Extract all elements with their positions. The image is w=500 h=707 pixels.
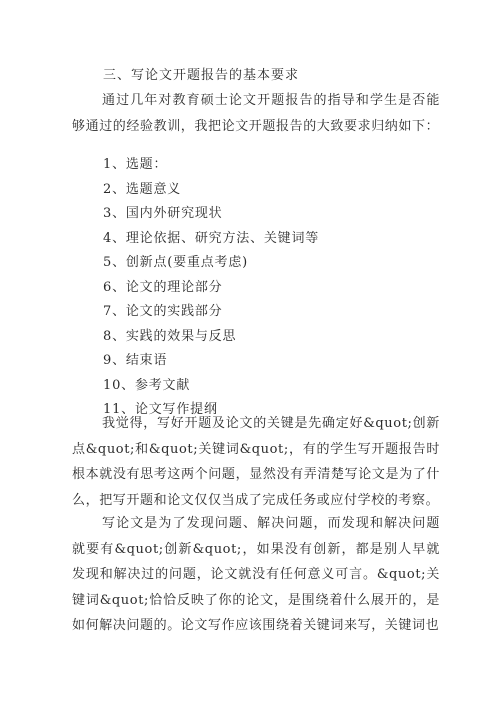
list-item: 2、选题意义 — [103, 181, 182, 197]
list-item: 1、选题： — [103, 157, 168, 172]
body-paragraph-innovation — [72, 511, 440, 639]
intro-paragraph — [72, 88, 440, 139]
body-paragraph-text: 写论文是为了发现问题、解决问题，而发现和解决问题就要有&quot;创新&quot;，如果没有创新，都是别人早就发现和解决过的问题，论文就没有任何意义可言。&quot;关键词&quot;恰恰反映了你的论文，是围绕着什么展开的，是如何解决问题的。论文写作应该围绕着关键词来写，关键词也 — [72, 516, 440, 633]
body-paragraph-key-points — [72, 411, 440, 513]
requirements-list — [103, 153, 319, 423]
list-item: 11、论文写作提纲 — [103, 402, 218, 417]
body-paragraph-text: 我觉得，写好开题及论文的关键是先确定好&quot;创新点&quot;和&quot;关键词&quot;，有的学生写开题报告时根本就没有思考这两个问题，显然没有弄清楚写论文是为了什么，把写开题和论文仅仅当成了完成任务或应付学校的考察。 — [72, 416, 440, 508]
list-item: 4、理论依据、研究方法、关键词等 — [103, 230, 320, 246]
section-heading: 三、写论文开题报告的基本要求 — [103, 68, 300, 83]
list-item: 9、结束语 — [103, 353, 168, 368]
list-item: 10、参考文献 — [103, 377, 191, 393]
list-item: 6、论文的理论部分 — [103, 279, 223, 295]
list-item: 7、论文的实践部分 — [103, 304, 223, 319]
intro-paragraph-text: 通过几年对教育硕士论文开题报告的指导和学生是否能够通过的经验教训，我把论文开题报告的大致要求归纳如下： — [72, 93, 440, 134]
list-item: 8、实践的效果与反思 — [103, 328, 237, 344]
list-item: 5、创新点(要重点考虑) — [103, 255, 249, 270]
list-item: 3、国内外研究现状 — [103, 206, 223, 221]
